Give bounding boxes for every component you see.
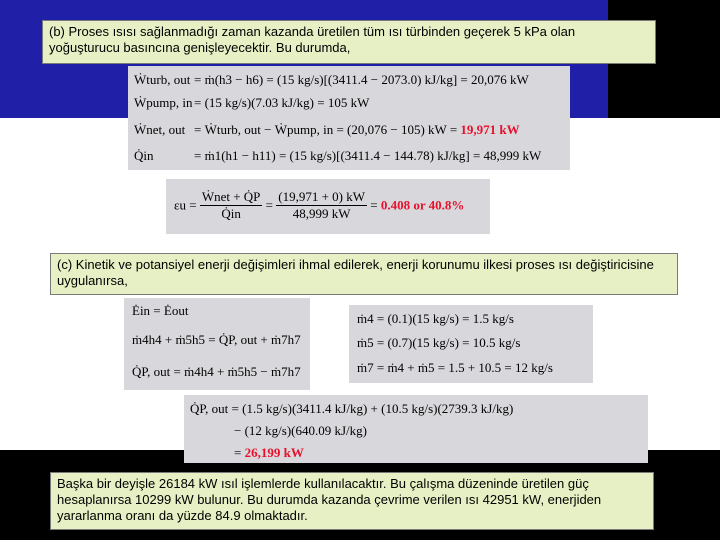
eq-b-net-result: 19,971 kW [460, 122, 520, 137]
eq-qp-result: 26,199 kW [244, 445, 304, 460]
eq-b-heat-lhs: Q̇in [134, 148, 154, 163]
equations-b-panel [128, 66, 570, 170]
efficiency-panel [166, 179, 490, 234]
eq-b-turbine-rhs: = ṁ(h3 − h6) = (15 kg/s)[(3411.4 − 2073.0) kJ/kg] = 20,076 kW [194, 72, 529, 87]
efficiency-den-symbolic: Q̇in [221, 206, 241, 221]
conclusion-box [50, 472, 654, 530]
efficiency-num-symbolic: Ẇnet + Q̇P [201, 189, 261, 204]
eq-c-m7: ṁ7 = ṁ4 + ṁ5 = 1.5 + 10.5 = 12 kg/s [357, 360, 553, 375]
eq-c-energy-balance: Ėin = Ėout [132, 303, 189, 318]
qp-equation-panel [184, 395, 648, 463]
eq-c-m4: ṁ4 = (0.1)(15 kg/s) = 1.5 kg/s [357, 311, 514, 326]
eq-qp-line1: Q̇P, out = (1.5 kg/s)(3411.4 kJ/kg) + (10.5 kg/s)(2739.3 kJ/kg) [190, 401, 514, 416]
heading-c [50, 253, 678, 295]
eq-b-turbine-lhs: Ẇturb, out [134, 72, 191, 87]
conclusion-text: Başka bir deyişle 26184 kW ısıl işlemlerde kullanılacaktır. Bu çalışma düzeninde üretilen güç hesaplanırsa 10299 kW bulunur. Bu durumda kazanda çevrime verilen ısı 42951 kW, enerjiden yararlanma oranı da yüzde 84.9 olmaktadır. [57, 476, 602, 523]
eq-b-pump-rhs: = (15 kg/s)(7.03 kJ/kg) = 105 kW [194, 95, 370, 110]
eq-c-m5: ṁ5 = (0.7)(15 kg/s) = 10.5 kg/s [357, 335, 521, 350]
eq-b-heat [134, 148, 542, 164]
eq-b-pump-lhs: Ẇpump, in [134, 95, 193, 110]
heading-b-text: (b) Proses ısısı sağlanmadığı zaman kazanda üretilen tüm ısı türbinden geçerek 5 kPa olan yoğuşturucu basıncına genişleyecektir. Bu durumda, [49, 24, 576, 55]
equations-c-left-panel [124, 298, 310, 390]
eq-c-qp-out: Q̇P, out = ṁ4h4 + ṁ5h5 − ṁ7h7 [132, 364, 301, 379]
eq-b-net-lhs: Ẇnet, out [134, 122, 186, 137]
eq-b-turbine [134, 72, 529, 88]
equations-c-right-panel [349, 305, 593, 383]
eq-c-energy-streams: ṁ4h4 + ṁ5h5 = Q̇P, out + ṁ7h7 [132, 332, 301, 347]
eq-qp-line3: = [234, 445, 245, 460]
efficiency-result: 0.408 or 40.8% [380, 197, 465, 213]
efficiency-num-numeric: (19,971 + 0) kW [278, 189, 366, 204]
efficiency-fraction-numeric [276, 189, 367, 222]
eq-b-net [134, 122, 520, 138]
efficiency-equation: εu = $\frac{\text{Ẇnet + Q̇P}}{Q̇in}$ = $\frac{(19,971 + 0) kW}{48,999 kW}$ = 0.408 or 40.8% [174, 189, 465, 221]
efficiency-symbol: εu [174, 197, 186, 213]
efficiency-fraction-symbolic [200, 189, 263, 222]
eq-b-pump [134, 95, 370, 111]
eq-b-heat-rhs: = ṁ1(h1 − h11) = (15 kg/s)[(3411.4 − 144.78) kJ/kg] = 48,999 kW [194, 148, 542, 163]
heading-c-text: (c) Kinetik ve potansiyel enerji değişimleri ihmal edilerek, enerji korunumu ilkesi proses ısı değiştiricisine uygulanırsa, [57, 257, 654, 288]
efficiency-den-numeric: 48,999 kW [292, 206, 351, 221]
eq-b-net-rhs: = Ẇturb, out − Ẇpump, in = (20,076 − 105) kW = [194, 122, 461, 137]
eq-qp-line2: − (12 kg/s)(640.09 kJ/kg) [234, 423, 367, 438]
heading-b [42, 20, 656, 64]
